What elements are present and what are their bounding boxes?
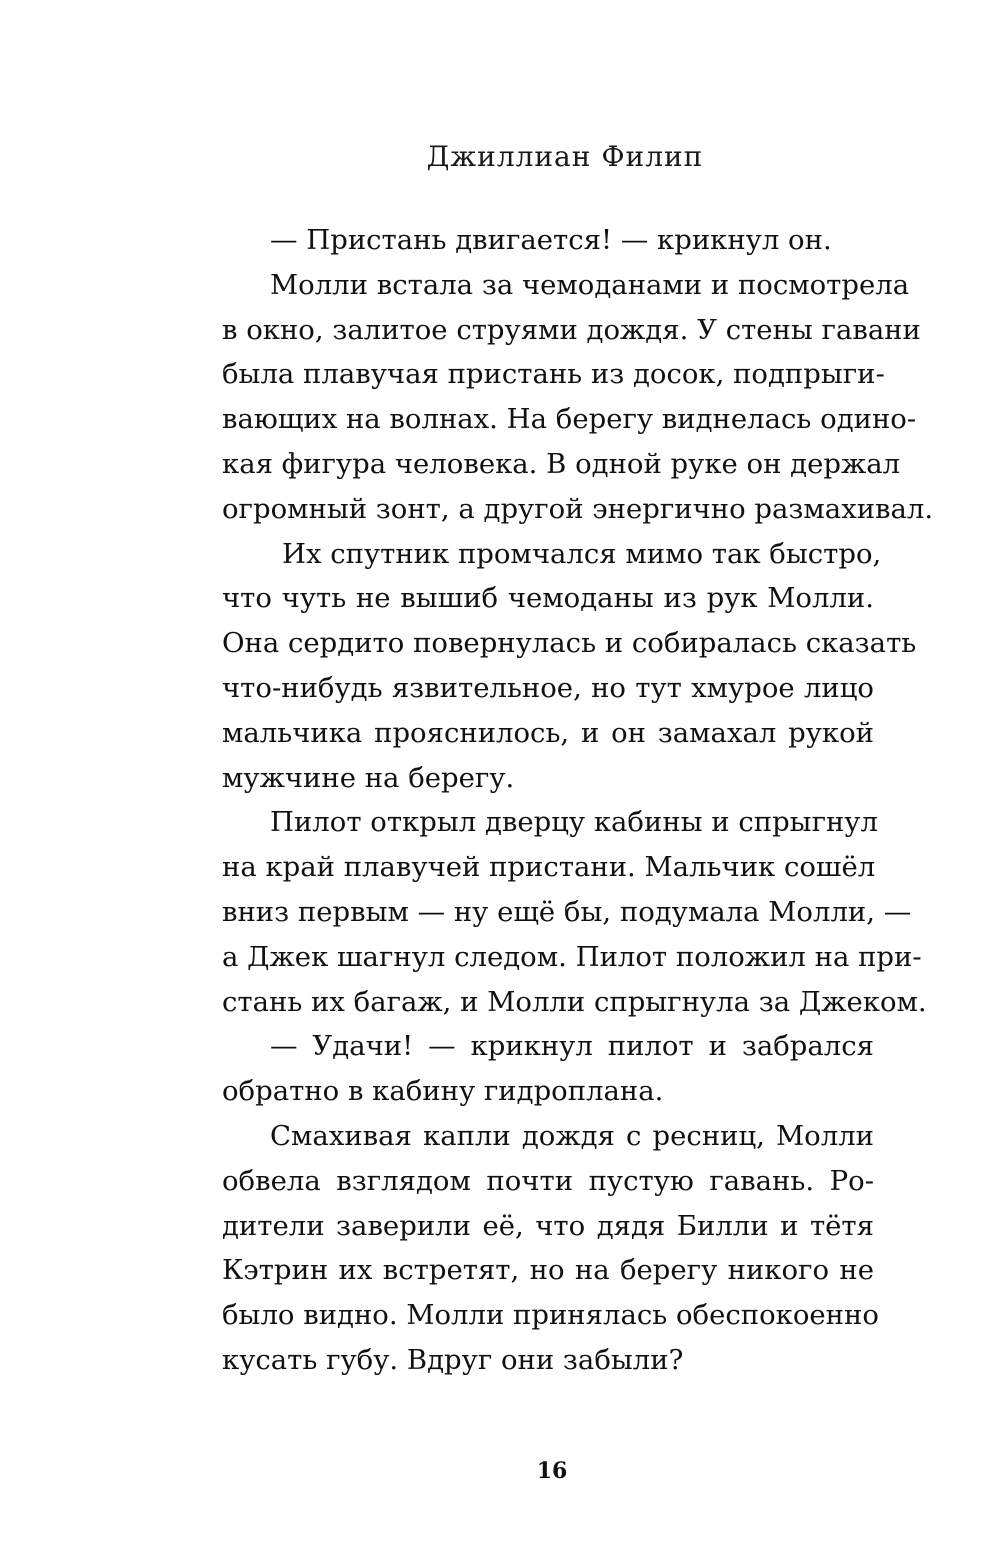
text-line: стань их багаж, и Молли спрыгнула за Джеком. [222, 985, 927, 1018]
text-line: Пилот открыл дверцу кабины и спрыгнул [270, 806, 878, 839]
text-line: — Удачи! — крикнул пилот и забрался [270, 1030, 874, 1063]
body-text [222, 218, 934, 1383]
text-line: Кэтрин их встретят, но на берегу никого не [222, 1254, 874, 1287]
text-line: обвела взглядом почти пустую гавань. Ро- [222, 1164, 874, 1197]
page-number: 16 [536, 1458, 568, 1484]
text-line: мужчине на берегу. [222, 761, 515, 794]
text-line: Она сердито повернулась и собиралась сказать [222, 627, 917, 660]
text-line: огромный зонт, а другой энергично размахивал. [222, 492, 934, 525]
text-line: Молли встала за чемоданами и посмотрела [270, 268, 910, 301]
text-line: обратно в кабину гидроплана. [222, 1075, 664, 1108]
text-line: кусать губу. Вдруг они забыли? [222, 1343, 684, 1376]
running-head-author: Джиллиан Филип [426, 140, 704, 173]
text-line: дители заверили её, что дядя Билли и тётя [222, 1209, 874, 1242]
text-line: — Пристань двигается! — крикнул он. [270, 224, 832, 256]
text-line: что чуть не вышиб чемоданы из рук Молли. [222, 582, 874, 615]
text-line: что-нибудь язвительное, но тут хмурое лицо [222, 671, 874, 704]
text-line: Их спутник промчался мимо так быстро, [282, 537, 882, 570]
text-line: кая фигура человека. В одной руке он держал [222, 447, 901, 480]
text-line: а Джек шагнул следом. Пилот положил на при- [222, 940, 922, 973]
text-line: мальчика прояснилось, и он замахал рукой [222, 716, 874, 749]
text-line: Смахивая капли дождя с ресниц, Молли [270, 1119, 874, 1152]
text-line: на край плавучей пристани. Мальчик сошёл [222, 851, 876, 884]
text-line: вниз первым — ну ещё бы, подумала Молли, — [222, 895, 912, 928]
text-line: была плавучая пристань из досок, подпрыги- [222, 358, 885, 391]
text-line: вающих на волнах. На берегу виднелась одино- [222, 403, 917, 436]
text-line: было видно. Молли принялась обеспокоенно [222, 1299, 879, 1332]
text-line: в окно, залитое струями дождя. У стены гавани [222, 313, 921, 346]
